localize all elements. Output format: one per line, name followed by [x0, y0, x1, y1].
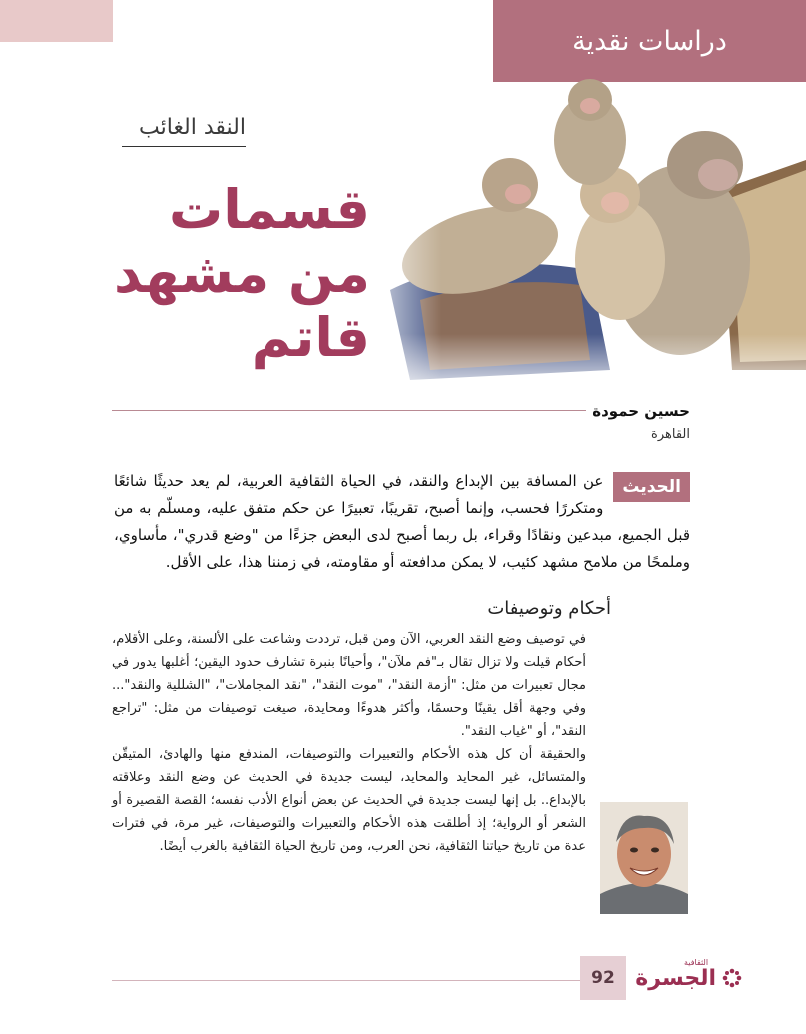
- logo-flower-icon: [722, 968, 742, 988]
- logo-subtitle: الثقافية: [684, 958, 709, 967]
- article-headline: [100, 178, 370, 370]
- top-left-color-bar: [0, 0, 113, 42]
- author-portrait-image: [600, 802, 688, 914]
- section-subheading: أحكام وتوصيفات: [487, 598, 611, 619]
- headline-line-1: قسمات: [168, 178, 370, 241]
- intro-text: عن المسافة بين الإبداع والنقد، في الحياة الثقافية العربية، لم يعد حديثًا شائعًا ومتكررًا فحسب، وإنما أصبح، تقريبًا، تعبيرًا عن حكم متفق عليه، ومسلّم به من قبل الجميع، مبدعين ونقادًا وقراء، بل ربما أصبح لدى البعض جزءًا من "وضع قدري"، مأساوي، وملمحًا من ملامح مشهد كئيب، لا يمكن مدافعته أو مقاومته، في زمننا هذا، على الأقل.: [114, 472, 690, 571]
- magazine-logo: [632, 958, 742, 998]
- page-number: 92: [580, 956, 626, 1000]
- author-name: حسين حمودة: [586, 402, 690, 420]
- body-paragraph-2: والحقيقة أن كل هذه الأحكام والتعبيرات والتوصيفات، المندفع منها والهادئ، المتيقّن والمتسائل، غير المحايد والمحايد، ليست جديدة في الحديث عن وضع النقد وعلاقته بالإبداع.. بل إنها ليست جديدة في الحديث عن بعض أنواع الأدب نفسه؛ القصة القصيرة أو الشعر أو الرواية؛ إذ أطلقت هذه الأحكام والتعبيرات والتوصيفات، غير مرة، في فترات عدة من تاريخ حياتنا الثقافية، نحن العرب، ومن تاريخ الحياة الثقافية بالغرب أيضًا.: [112, 747, 586, 854]
- body-text: [112, 628, 586, 858]
- headline-line-2: من مشهد: [113, 242, 370, 305]
- intro-paragraph: [114, 468, 690, 576]
- body-paragraph-1: في توصيف وضع النقد العربي، الآن ومن قبل، ترددت وشاعت على الألسنة، وعلى الأقلام، أحكام قيلت ولا تزال تقال بـ"فم ملآن"، وأحيانًا بنبرة تشارف حدود اليقين؛ أغلبها يدور في مجال تعبيرات من مثل: "أزمة النقد"، "موت النقد"، "نقد المجاملات"، "الشللية والنقد"... وفي وجهة أقل يقينًا وحسمًا، وأكثر هدوءًا ومحايدة، صيغت توصيفات من مثل: "تراجع النقد"، أو "غياب النقد".: [112, 632, 586, 739]
- footer-divider: [112, 980, 580, 981]
- intro-tag: الحديث: [613, 472, 690, 502]
- author-city: القاهرة: [651, 427, 690, 442]
- logo-text: الجسرة: [635, 965, 716, 991]
- byline-divider: [112, 410, 660, 411]
- article-kicker: النقد الغائب: [122, 115, 246, 147]
- headline-line-3: قاتم: [251, 306, 370, 369]
- monkeys-painting-image: [350, 70, 806, 400]
- section-title: دراسات نقدية: [572, 25, 727, 57]
